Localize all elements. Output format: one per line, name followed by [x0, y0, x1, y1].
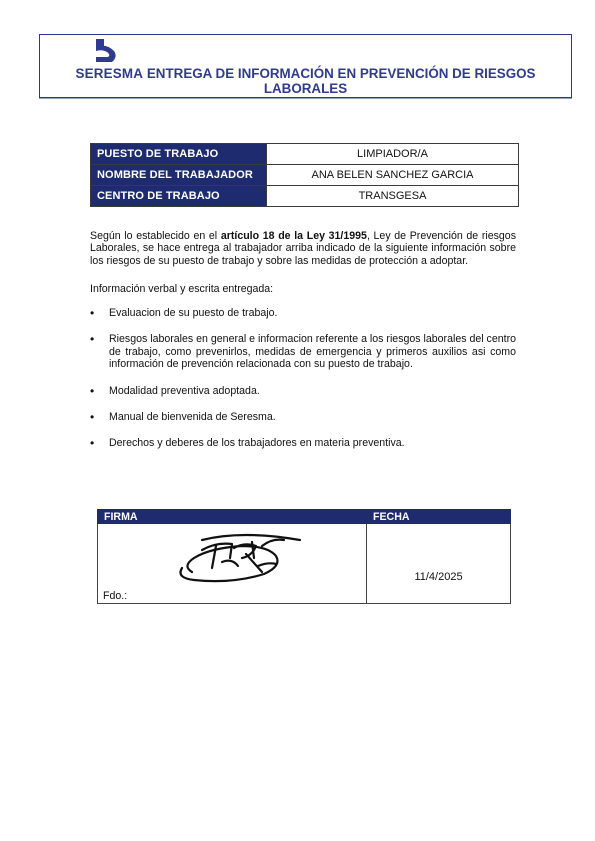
header-divider — [39, 98, 572, 99]
list-intro: Información verbal y escrita entregada: — [90, 283, 274, 295]
label-puesto: PUESTO DE TRABAJO — [91, 144, 267, 165]
bullet-icon: • — [90, 383, 95, 398]
brand-name: SERESMA — [75, 66, 144, 81]
bullet-icon: • — [90, 410, 95, 425]
intro-paragraph — [90, 230, 516, 267]
list-item — [90, 385, 516, 397]
firma-cell — [98, 524, 367, 604]
bullet-icon: • — [90, 436, 95, 451]
list-item — [90, 307, 516, 319]
list-item-text: Modalidad preventiva adoptada. — [109, 384, 260, 397]
list-item — [90, 411, 516, 423]
worker-info-table — [90, 143, 519, 207]
handwritten-signature — [172, 528, 302, 588]
list-item-text: Riesgos laborales en general e informacion referente a los riesgos laborales del centro de trabajo, como prevenirlos, medidas de emergencia y primeros auxilios asi como información de prevención relacionada con su puesto de trabajo. — [109, 333, 516, 371]
fdo-label: Fdo.: — [103, 590, 128, 602]
fecha-cell — [367, 524, 511, 604]
label-nombre: NOMBRE DEL TRABAJADOR — [91, 165, 267, 186]
title-line-1: ENTREGA DE INFORMACIÓN EN PREVENCIÓN DE RIESGOS — [143, 66, 536, 81]
firma-header: FIRMA — [98, 510, 367, 524]
document-title — [48, 66, 563, 96]
table-row — [91, 144, 519, 165]
list-item — [90, 333, 516, 370]
label-centro: CENTRO DE TRABAJO — [91, 186, 267, 207]
title-line-2: LABORALES — [263, 81, 348, 96]
signature-table — [97, 509, 511, 604]
intro-before: Según lo establecido en el — [90, 230, 221, 242]
bullet-icon: • — [90, 332, 95, 347]
list-item — [90, 437, 516, 449]
information-list — [90, 307, 516, 450]
table-row — [91, 186, 519, 207]
document-header — [39, 34, 572, 98]
value-puesto: LIMPIADOR/A — [267, 144, 519, 165]
intro-law-reference: artículo 18 de la Ley 31/1995 — [220, 230, 367, 242]
value-centro: TRANSGESA — [267, 186, 519, 207]
list-item-text: Derechos y deberes de los trabajadores en materia preventiva. — [109, 437, 405, 450]
bullet-icon: • — [90, 306, 95, 320]
value-nombre: ANA BELEN SANCHEZ GARCIA — [267, 165, 519, 186]
intro-after: , Ley de Prevención de riesgos Laborales, se hace entrega al trabajador arriba indicado de la siguiente información sobre los riesgos de su puesto de trabajo y sobre las medidas de protección a adoptar. — [90, 230, 516, 267]
fecha-value: 11/4/2025 — [414, 571, 463, 583]
fecha-header: FECHA — [367, 510, 511, 524]
list-item-text: Evaluacion de su puesto de trabajo. — [109, 307, 278, 319]
list-item-text: Manual de bienvenida de Seresma. — [109, 411, 276, 424]
seresma-logo-icon — [92, 37, 120, 65]
table-row — [91, 165, 519, 186]
